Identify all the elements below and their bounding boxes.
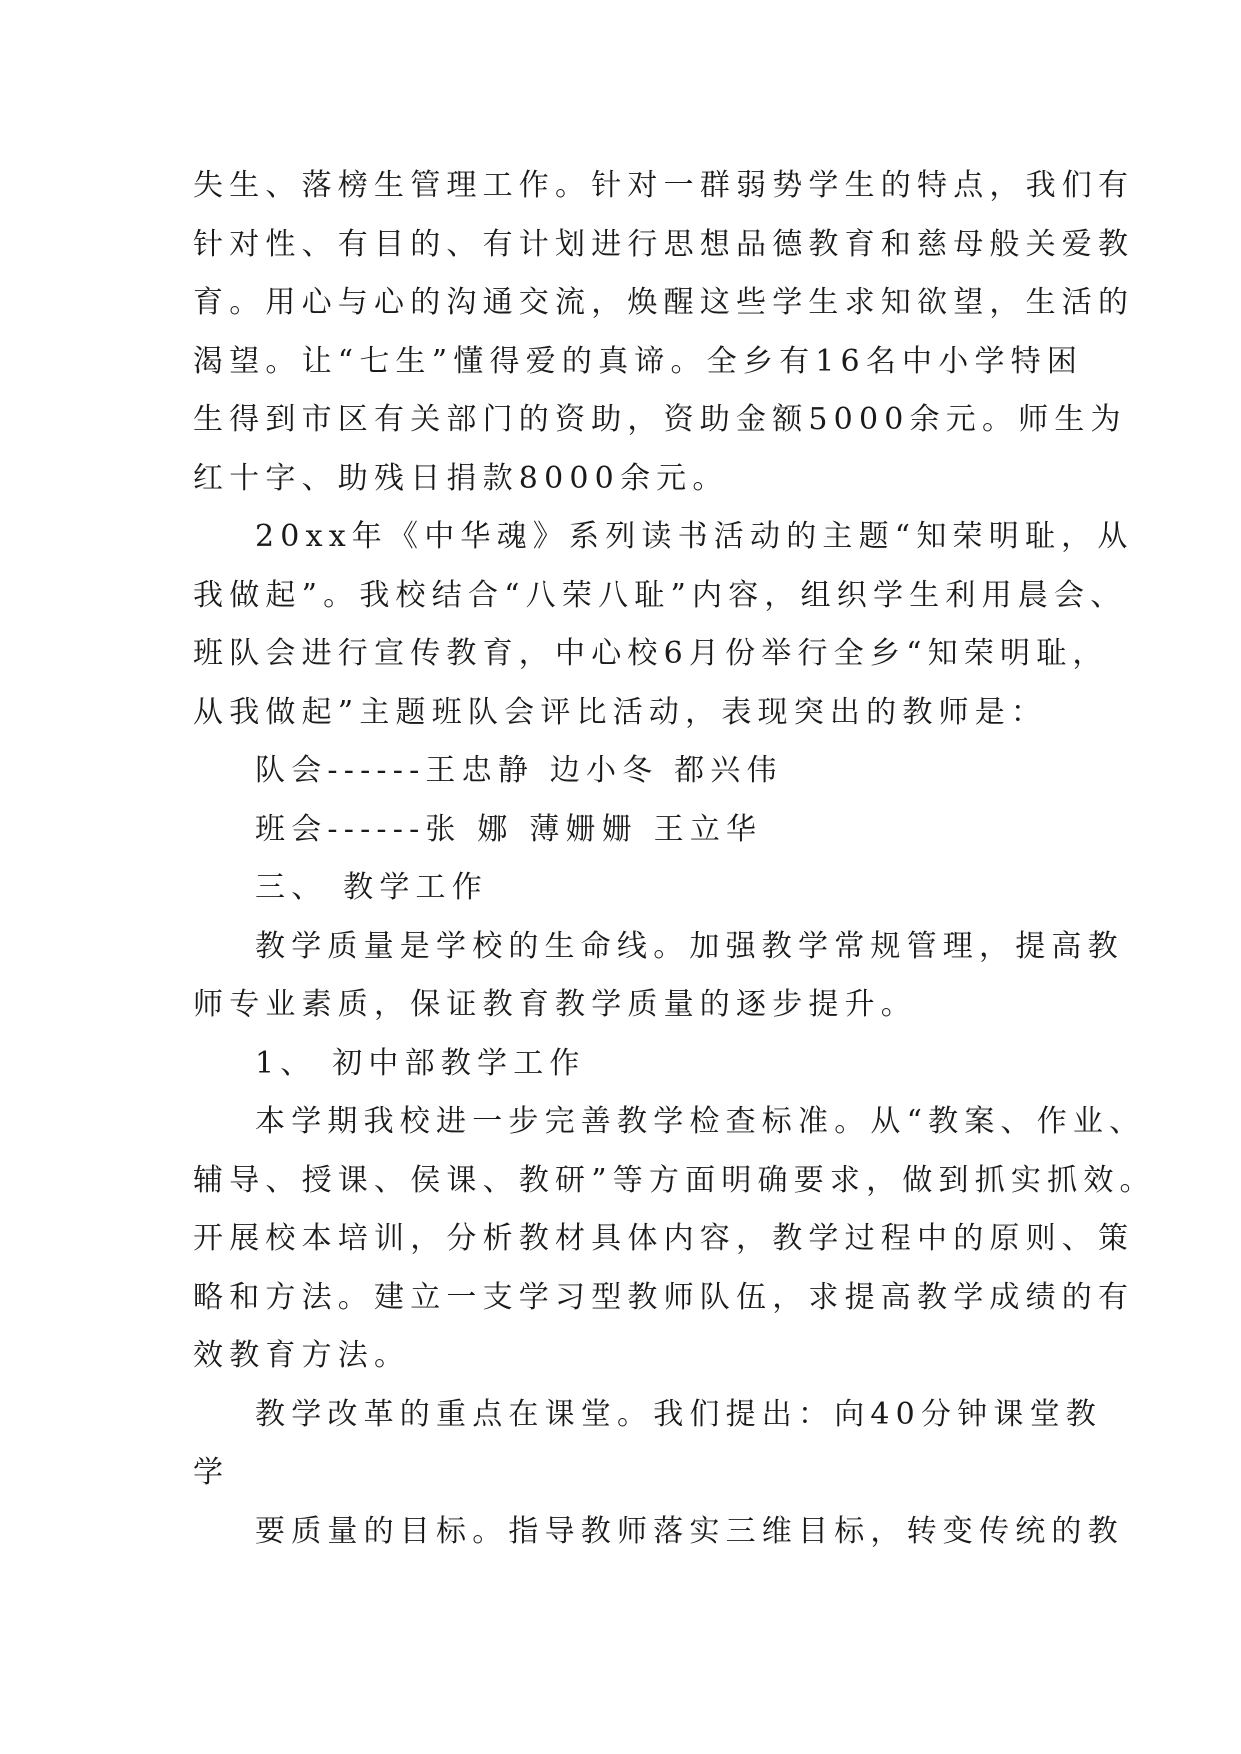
text-line: 班会------张 娜 薄姗姗 王立华 (255, 811, 763, 847)
text-line: 队会------王忠静 边小冬 都兴伟 (255, 753, 783, 788)
text-line: 师专业素质，保证教育教学质量的逐步提升。 (193, 987, 917, 1022)
text-line: 育。用心与心的沟通交流，焕醒这些学生求知欲望，生活的 (193, 285, 1135, 320)
text-line: 我做起”。我校结合“八荣八耻”内容，组织学生利用晨会、 (193, 577, 1127, 613)
text-line: 教学质量是学校的生命线。加强教学常规管理，提高教 (255, 928, 1124, 964)
text-line: 略和方法。建立一支学习型教师队伍，求提高教学成绩的有 (193, 1279, 1135, 1315)
text-line: 渴望。让“七生”懂得爱的真谛。全乡有16名中小学特困 (193, 343, 1084, 379)
text-line: 教学改革的重点在课堂。我们提出：向40分钟课堂教 (255, 1396, 1102, 1432)
text-line: 班队会进行宣传教育，中心校6月份举行全乡“知荣明耻， (193, 636, 1109, 671)
text-line: 开展校本培训，分析教材具体内容，教学过程中的原则、策 (193, 1221, 1135, 1256)
text-line: 三、 教学工作 (255, 870, 488, 905)
text-line: 红十字、助残日捐款8000余元。 (193, 460, 729, 496)
text-line: 生得到市区有关部门的资助，资助金额5000余元。师生为 (193, 402, 1127, 437)
document-body (193, 157, 1156, 1561)
text-line: 从我做起”主题班队会评比活动，表现突出的教师是： (193, 694, 1048, 730)
text-line: 本学期我校进一步完善教学检查标准。从“教案、作业、 (255, 1104, 1146, 1139)
text-line: 辅导、授课、侯课、教研”等方面明确要求，做到抓实抓效。 (193, 1162, 1156, 1198)
text-line: 要质量的目标。指导教师落实三维目标，转变传统的教 (255, 1513, 1124, 1549)
text-line: 学 (193, 1455, 230, 1490)
text-line: 针对性、有目的、有计划进行思想品德教育和慈母般关爱教 (193, 226, 1135, 262)
text-line: 效教育方法。 (193, 1338, 411, 1373)
text-line: 失生、落榜生管理工作。针对一群弱势学生的特点，我们有 (193, 168, 1135, 203)
text-line: 20xx年《中华魂》系列读书活动的主题“知荣明耻，从 (255, 519, 1134, 554)
text-line: 1、 初中部教学工作 (255, 1045, 586, 1081)
